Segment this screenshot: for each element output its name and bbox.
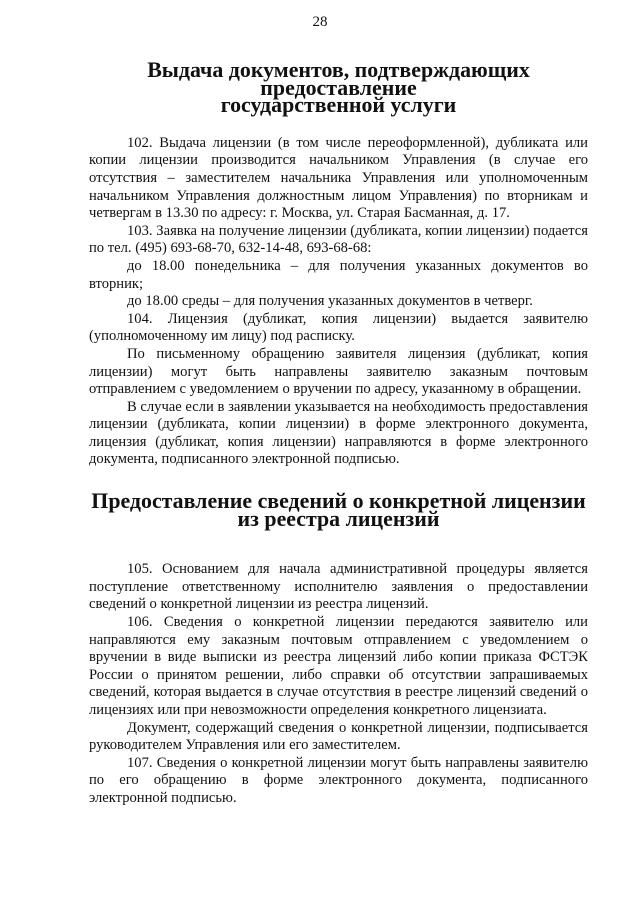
- paragraph-mail-delivery: По письменному обращению заявителя лицензия (дубликат, копия лицензии) могут быть направлены заявителю заказным почтовым отправлением с уведомлением о вручении по адресу, указанному в обращении.: [89, 345, 588, 398]
- section-heading-issuance: [89, 57, 588, 118]
- paragraph-107: 107. Сведения о конкретной лицензии могут быть направлены заявителю по его обращению в форме электронного документа, подписанного электронной подписью.: [89, 754, 588, 806]
- section-heading-registry: [89, 488, 588, 531]
- heading-line: государственной услуги: [220, 92, 457, 118]
- heading-line: Предоставление сведений о конкретной лицензии: [91, 488, 586, 514]
- heading-line: из реестра лицензий: [237, 505, 440, 531]
- paragraph-105: 105. Основанием для начала административной процедуры является поступление ответственному исполнителю заявления о предоставлении сведений о конкретной лицензии из реестра лицензий.: [89, 561, 588, 613]
- heading-line: Выдача документов, подтверждающих предоставление: [147, 57, 530, 100]
- paragraph-104: 104. Лицензия (дубликат, копия лицензии) выдается заявителю (уполномоченному им лицу) под расписку.: [89, 310, 588, 345]
- paragraph-106: 106. Сведения о конкретной лицензии передаются заявителю или направляются ему заказным почтовым отправлением с уведомлением о вручении в виде выписки из реестра лицензий либо копии приказа ФСТЭК России о принятом решении, либо справки об отсутствии запрашиваемых сведений, которая выдается в случае отсутствия в реестре лицензий сведений о лицензиях или при невозможности определения конкретного лицензиата.: [89, 614, 588, 718]
- paragraph-102: 102. Выдача лицензии (в том числе переоформленной), дубликата или копии лицензии производится начальником Управления (в случае его отсутствия – заместителем начальника Управления или уполномоченным начальником Управления должностным лицом Управления) по вторникам и четвергам в 13.30 по адресу: г. Москва, ул. Старая Басманная, д. 17.: [89, 134, 588, 222]
- page-content: [89, 57, 588, 808]
- paragraph-document-signing: Документ, содержащий сведения о конкретной лицензии, подписывается руководителем Управления или его заместителем.: [89, 719, 588, 754]
- paragraph-wednesday-deadline: до 18.00 среды – для получения указанных документов в четверг.: [127, 293, 533, 310]
- page-number: 28: [312, 14, 328, 30]
- paragraph-monday-deadline: до 18.00 понедельника – для получения указанных документов во вторник;: [89, 257, 588, 292]
- paragraph-electronic-delivery: В случае если в заявлении указывается на необходимость предоставления лицензии (дубликата, копии лицензии) в форме электронного документа, лицензия (дубликат, копия лицензии) направляются в форме электронного документа, подписанного электронной подписью.: [89, 398, 588, 468]
- paragraph-103: 103. Заявка на получение лицензии (дубликата, копии лицензии) подается по тел. (495) 693-68-70, 632-14-48, 693-68-68:: [89, 222, 588, 257]
